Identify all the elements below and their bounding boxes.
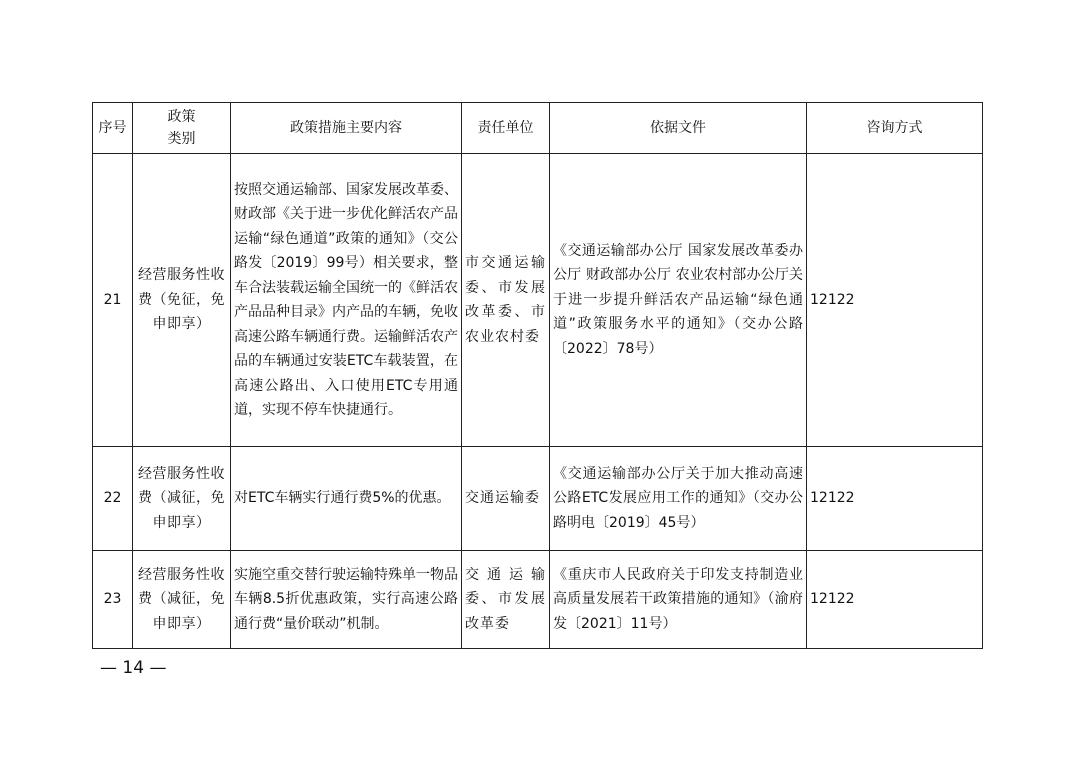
row-content: 按照交通运输部、国家发展改革委、财政部《关于进一步优化鲜活农产品运输“绿色通道”政策的通知》（交公路发〔2019〕99号）相关要求，整车合法装载运输全国统一的《鲜活农产品品种目录》内产品的车辆，免收高速公路车辆通行费。运输鲜活农产品的车辆通过安装ETC车载装置，在高速公路出、入口使用ETC专用通道，实现不停车快捷通行。 bbox=[231, 154, 462, 447]
table-row bbox=[93, 154, 983, 447]
row-number: 23 bbox=[93, 551, 133, 649]
row-contact: 12122 bbox=[807, 154, 983, 447]
table-row bbox=[93, 447, 983, 551]
row-number: 22 bbox=[93, 447, 133, 551]
row-category: 经营服务性收费（减征，免申即享） bbox=[133, 551, 231, 649]
row-contact: 12122 bbox=[807, 551, 983, 649]
row-content: 实施空重交替行驶运输特殊单一物品车辆8.5折优惠政策，实行高速公路通行费“量价联动”机制。 bbox=[231, 551, 462, 649]
row-unit: 交通运输委 bbox=[462, 447, 550, 551]
header-number: 序号 bbox=[93, 103, 133, 154]
row-document: 《交通运输部办公厅关于加大推动高速公路ETC发展应用工作的通知》（交办公路明电〔2019〕45号） bbox=[550, 447, 807, 551]
row-contact: 12122 bbox=[807, 447, 983, 551]
table-header-row bbox=[93, 103, 983, 154]
header-category bbox=[133, 103, 231, 154]
row-unit: 交通运输委、市发展改革委 bbox=[462, 551, 550, 649]
row-number: 21 bbox=[93, 154, 133, 447]
header-document: 依据文件 bbox=[550, 103, 807, 154]
row-content: 对ETC车辆实行通行费5%的优惠。 bbox=[231, 447, 462, 551]
row-category: 经营服务性收费（减征，免申即享） bbox=[133, 447, 231, 551]
header-unit: 责任单位 bbox=[462, 103, 550, 154]
row-document: 《交通运输部办公厅 国家发展改革委办公厅 财政部办公厅 农业农村部办公厅关于进一步提升鲜活农产品运输“绿色通道”政策服务水平的通知》（交办公路〔2022〕78号） bbox=[550, 154, 807, 447]
row-category: 经营服务性收费（免征，免申即享） bbox=[133, 154, 231, 447]
page-number: — 14 — bbox=[100, 658, 167, 678]
table-row bbox=[93, 551, 983, 649]
header-category-line: 政策 类别 bbox=[167, 109, 196, 147]
header-content: 政策措施主要内容 bbox=[231, 103, 462, 154]
header-contact: 咨询方式 bbox=[807, 103, 983, 154]
row-unit: 市交通运输委、市发展改革委、市农业农村委 bbox=[462, 154, 550, 447]
policy-table bbox=[92, 102, 983, 649]
row-document: 《重庆市人民政府关于印发支持制造业高质量发展若干政策措施的通知》（渝府发〔2021〕11号） bbox=[550, 551, 807, 649]
